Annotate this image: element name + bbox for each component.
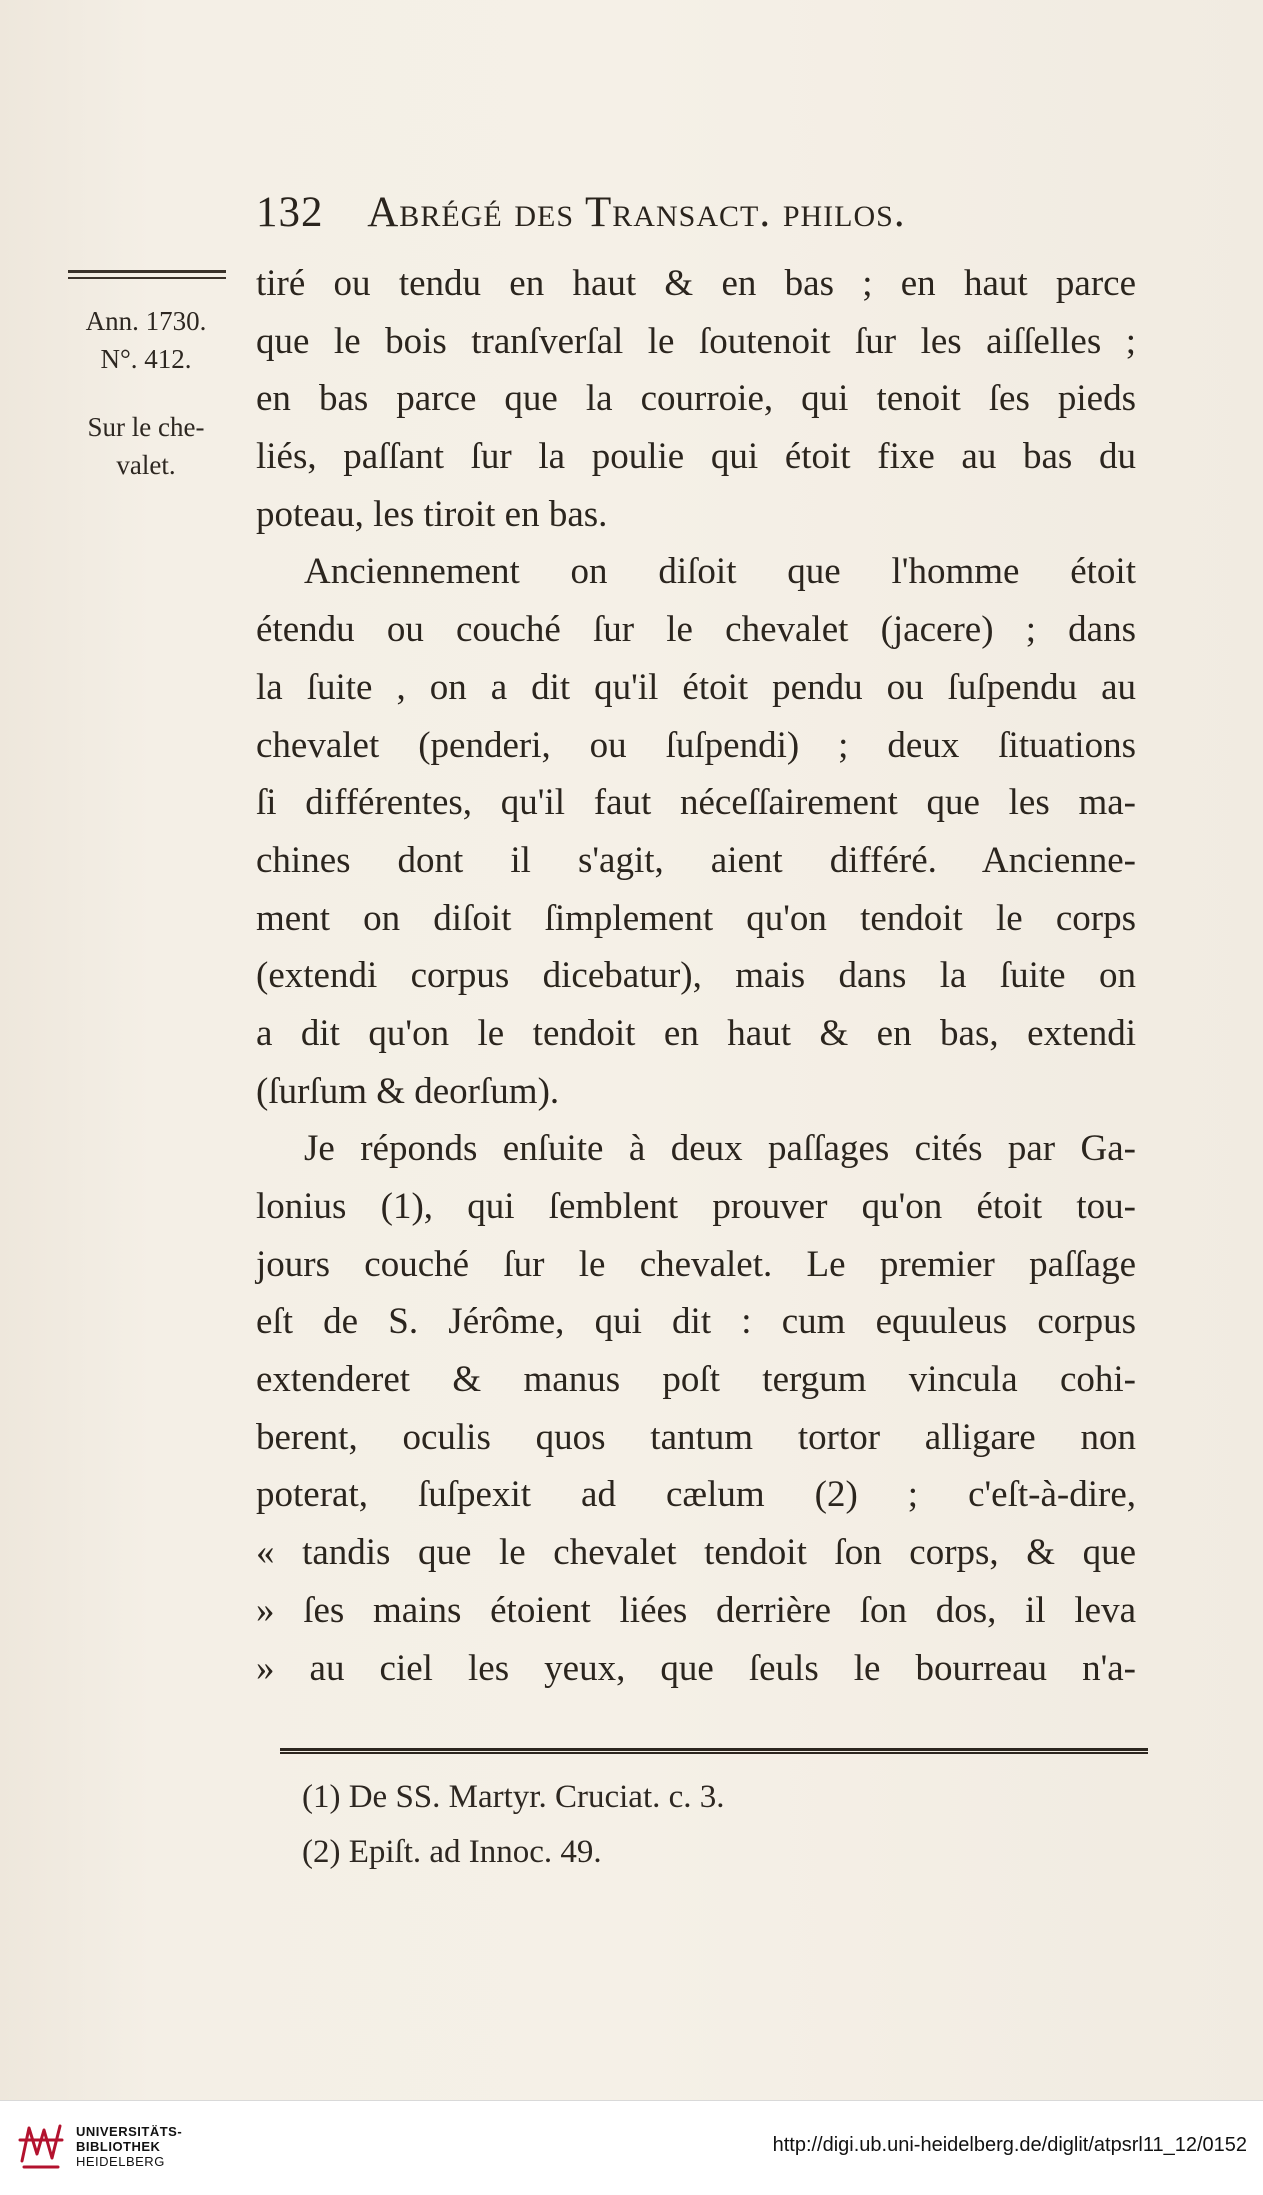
body-line: poterat, ſuſpexit ad cælum (2) ; c'eſt-à-dire, xyxy=(256,1474,1136,1516)
body-line: Anciennement on diſoit que l'homme étoit xyxy=(304,551,1136,593)
body-text xyxy=(256,255,1136,1697)
body-line: que le bois tranſverſal le ſoutenoit ſur les aiſſelles ; xyxy=(256,320,1136,362)
page-number: 132 xyxy=(256,189,324,236)
footnote-2: (2) Epiſt. ad Innoc. 49. xyxy=(302,1834,602,1870)
footnote-1: (1) De SS. Martyr. Cruciat. c. 3. xyxy=(302,1779,725,1815)
body-line: lonius (1), qui ſemblent prouver qu'on étoit tou- xyxy=(256,1186,1136,1227)
body-line: berent, oculis quos tantum tortor alligare non xyxy=(256,1416,1136,1458)
body-line: chevalet (penderi, ou ſuſpendi) ; deux ſituations xyxy=(256,724,1136,766)
footnotes xyxy=(302,1770,1062,1880)
body-line: extenderet & manus poſt tergum vincula cohi- xyxy=(256,1359,1136,1401)
library-name-line-2: BIBLIOTHEK xyxy=(76,2139,161,2154)
body-line: liés, paſſant ſur la poulie qui étoit fixe au bas du xyxy=(256,436,1136,478)
page-header xyxy=(256,188,1036,237)
body-line: poteau, les tiroit en bas. xyxy=(256,493,608,535)
body-line: en bas parce que la courroie, qui tenoit ſes pieds xyxy=(256,378,1136,420)
body-line: « tandis que le chevalet tendoit ſon corps, & que xyxy=(256,1532,1136,1574)
heidelberg-library-logo-icon[interactable] xyxy=(14,2116,68,2172)
body-line: a dit qu'on le tendoit en haut & en bas, extendi xyxy=(256,1012,1136,1054)
body-line: ſi différentes, qu'il faut néceſſairement que les ma- xyxy=(256,782,1136,824)
body-line: chines dont il s'agit, aient différé. Ancienne- xyxy=(256,839,1136,881)
library-name-line-3: HEIDELBERG xyxy=(76,2154,165,2169)
body-line: étendu ou couché ſur le chevalet (jacere) ; dans xyxy=(256,609,1136,651)
body-line: ment on diſoit ſimplement qu'on tendoit le corps xyxy=(256,897,1136,939)
body-line: Je réponds enſuite à deux paſſages cités par Ga- xyxy=(304,1128,1136,1170)
body-line: eſt de S. Jérôme, qui dit : cum equuleus corpus xyxy=(256,1301,1136,1343)
body-line: jours couché ſur le chevalet. Le premier paſſage xyxy=(256,1243,1136,1285)
body-line: (ſurſum & deorſum). xyxy=(256,1070,560,1112)
body-line: » ſes mains étoient liées derrière ſon dos, il leva xyxy=(256,1589,1136,1631)
body-line: » au ciel les yeux, que ſeuls le bourreau n'a- xyxy=(256,1647,1136,1689)
margin-note-year: Ann. 1730. xyxy=(85,306,207,336)
body-line: tiré ou tendu en haut & en bas ; en haut parce xyxy=(256,263,1136,304)
margin-note-number: N°. 412. xyxy=(100,344,192,374)
library-name-line-1: UNIVERSITÄTS- xyxy=(76,2124,183,2139)
body-line: (extendi corpus dicebatur), mais dans la ſuite on xyxy=(256,955,1136,997)
body-line: la ſuite , on a dit qu'il étoit pendu ou ſuſpendu au xyxy=(256,666,1136,708)
running-title: Abrégé des Transact. philos. xyxy=(367,189,906,236)
source-url-link[interactable]: http://digi.ub.uni-heidelberg.de/diglit/atpsrl11_12/0152 xyxy=(772,2134,1247,2156)
library-name xyxy=(76,2124,182,2169)
margin-note-gap xyxy=(56,378,236,408)
footnote-rule xyxy=(280,1748,1148,1754)
margin-notes xyxy=(56,302,236,484)
margin-note-subject-1: Sur le che- xyxy=(87,412,205,442)
margin-note-subject-2: valet. xyxy=(116,450,176,480)
margin-rule xyxy=(68,270,226,279)
